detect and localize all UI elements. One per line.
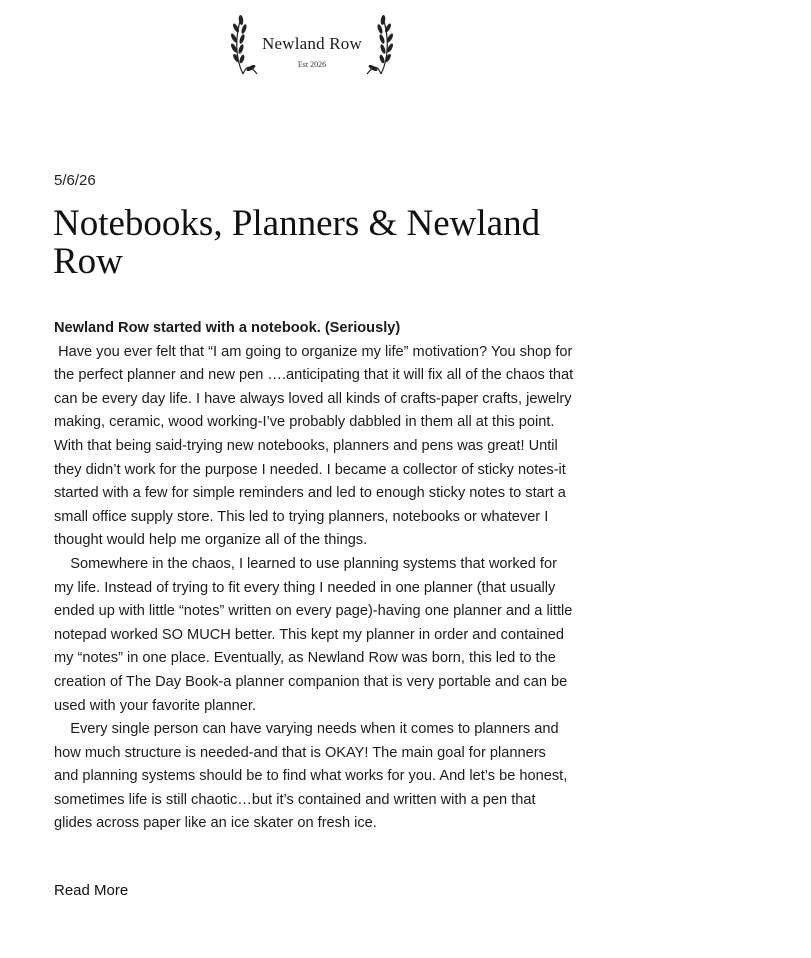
brand-established: Est 2026: [297, 60, 327, 69]
brand-name: Newland Row: [262, 34, 362, 53]
post-date: 5/6/26: [54, 172, 96, 189]
brand-logo[interactable]: [229, 8, 395, 80]
post-paragraph: Every single person can have varying needs when it comes to planners and how much structure is needed-and that is OKAY! The main goal for planners and planning systems should be to find what works for you. And let’s be honest, sometimes life is still chaotic…but it’s contained and written with a pen that glides across paper like an ice skater on fresh ice.: [54, 721, 572, 832]
post-title: Notebooks, Planners & Newland Row: [53, 203, 541, 282]
read-more-link[interactable]: Read More: [54, 882, 129, 899]
post-paragraph: Somewhere in the chaos, I learned to use planning systems that worked for my life. Instead of trying to fit every thing I needed in one planner (that usually ended up with little “notes” written on every page)-having one planner and a little notepad worked SO MUCH better. This kept my planner in order and contained my “notes” in one place. Eventually, as Newland Row was born, this led to the creation of The Day Book-a planner companion that is very portable and can be used with your favorite planner.: [54, 555, 577, 714]
post-paragraph: Have you ever felt that “I am going to organize my life” motivation? You shop for the perfect planner and new pen ….anticipating that it will fix all of the chaos that can be every day life. I have always loved all kinds of crafts-paper crafts, jewelry making, ceramic, wood working-I’ve probably dabbled in them all at this point. With that being said-trying new notebooks, planners and pens was great! Until they didn’t work for the purpose I needed. I became a collector of sticky notes-it started with a few for simple reminders and led to enough sticky notes to start a small office supply store. This led to trying planners, notebooks or whatever I thought would help me organize all of the things.: [54, 343, 578, 549]
post-intro: Newland Row started with a notebook. (Seriously): [54, 320, 401, 336]
post-body: [54, 317, 578, 836]
